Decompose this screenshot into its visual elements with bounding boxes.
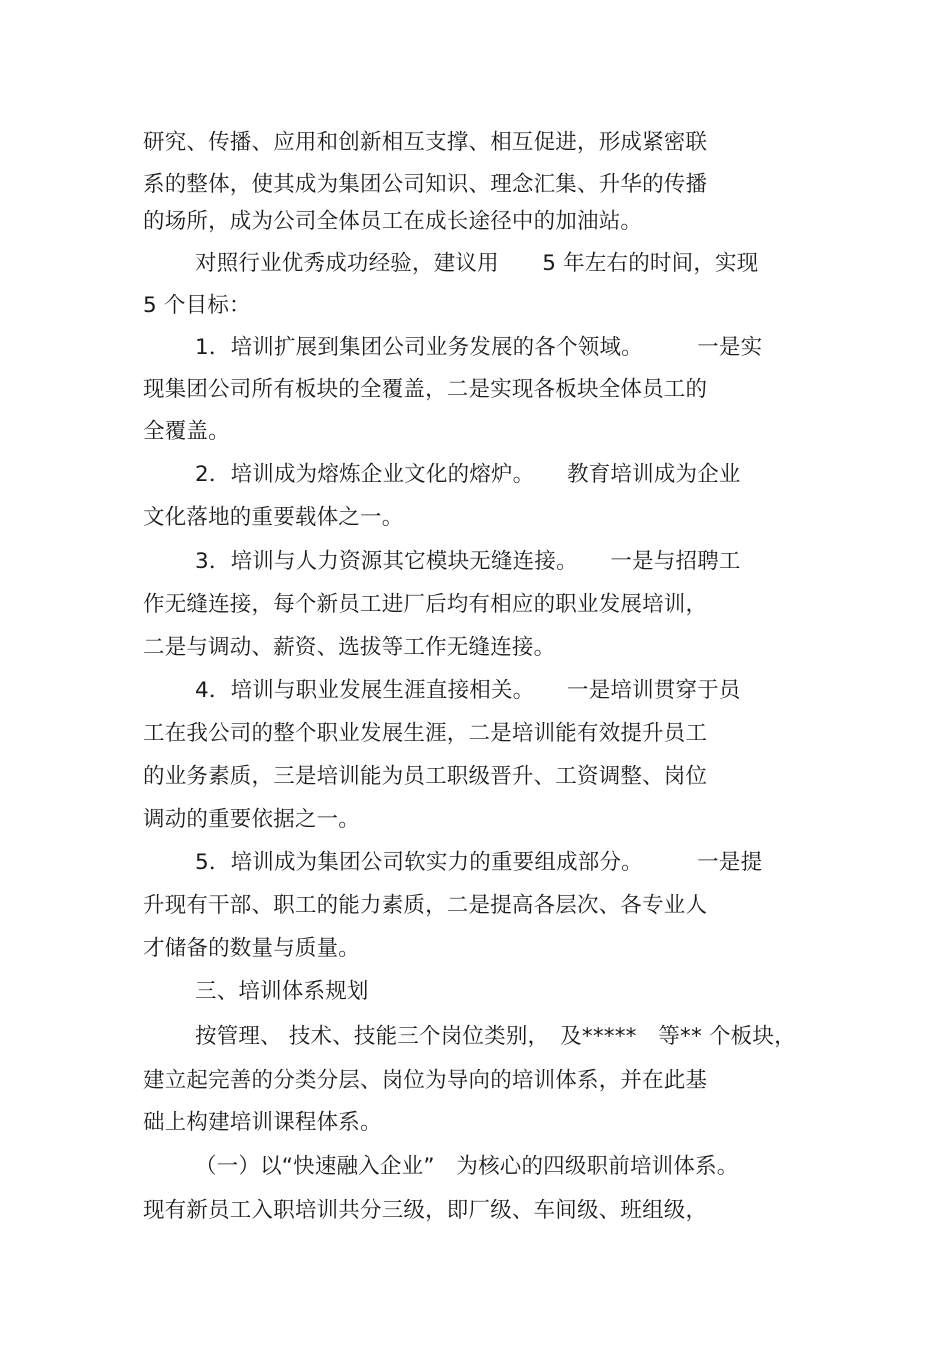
text-line: 工在我公司的整个职业发展生涯，二是培训能有效提升员工 bbox=[143, 721, 708, 746]
text-line: 础上构建培训课程体系。 bbox=[143, 1110, 382, 1135]
text-line: 二是与调动、薪资、选拔等工作无缝连接。 bbox=[143, 635, 556, 660]
text-line: 研究、传播、应用和创新相互支撑、相互促进，形成紧密联 bbox=[143, 130, 708, 155]
section-heading: 三、培训体系规划 bbox=[195, 979, 369, 1004]
text-line: 按管理、 技术、技能三个岗位类别， 及***** 等** 个板块， bbox=[195, 1024, 796, 1049]
text-line: 全覆盖。 bbox=[143, 419, 230, 444]
text-line: 1．培训扩展到集团公司业务发展的各个领域。 一是实 bbox=[195, 335, 763, 360]
text-line: 作无缝连接，每个新员工进厂后均有相应的职业发展培训， bbox=[143, 592, 708, 617]
text-line: 现有新员工入职培训共分三级，即厂级、车间级、班组级， bbox=[143, 1198, 708, 1223]
text-line: 5 个目标： bbox=[143, 293, 251, 318]
text-line: 对照行业优秀成功经验，建议用 5 年左右的时间，实现 bbox=[195, 251, 759, 276]
text-line: 2．培训成为熔炼企业文化的熔炉。 教育培训成为企业 bbox=[195, 462, 741, 487]
text-line: 的业务素质，三是培训能为员工职级晋升、工资调整、岗位 bbox=[143, 764, 708, 789]
text-line: 系的整体，使其成为集团公司知识、理念汇集、升华的传播 bbox=[143, 172, 708, 197]
text-line: 才储备的数量与质量。 bbox=[143, 936, 361, 961]
subsection-heading: （一）以“快速融入企业” 为核心的四级职前培训体系。 bbox=[195, 1154, 739, 1179]
text-line: 4．培训与职业发展生涯直接相关。 一是培训贯穿于员 bbox=[195, 678, 741, 703]
text-line: 文化落地的重要载体之一。 bbox=[143, 505, 404, 530]
text-line: 3．培训与人力资源其它模块无缝连接。 一是与招聘工 bbox=[195, 549, 741, 574]
text-line: 的场所，成为公司全体员工在成长途径中的加油站。 bbox=[143, 209, 643, 234]
text-line: 5．培训成为集团公司软实力的重要组成部分。 一是提 bbox=[195, 850, 763, 875]
text-line: 现集团公司所有板块的全覆盖，二是实现各板块全体员工的 bbox=[143, 377, 708, 402]
text-line: 升现有干部、职工的能力素质，二是提高各层次、各专业人 bbox=[143, 893, 708, 918]
text-line: 调动的重要依据之一。 bbox=[143, 807, 361, 832]
text-line: 建立起完善的分类分层、岗位为导向的培训体系，并在此基 bbox=[143, 1068, 708, 1093]
